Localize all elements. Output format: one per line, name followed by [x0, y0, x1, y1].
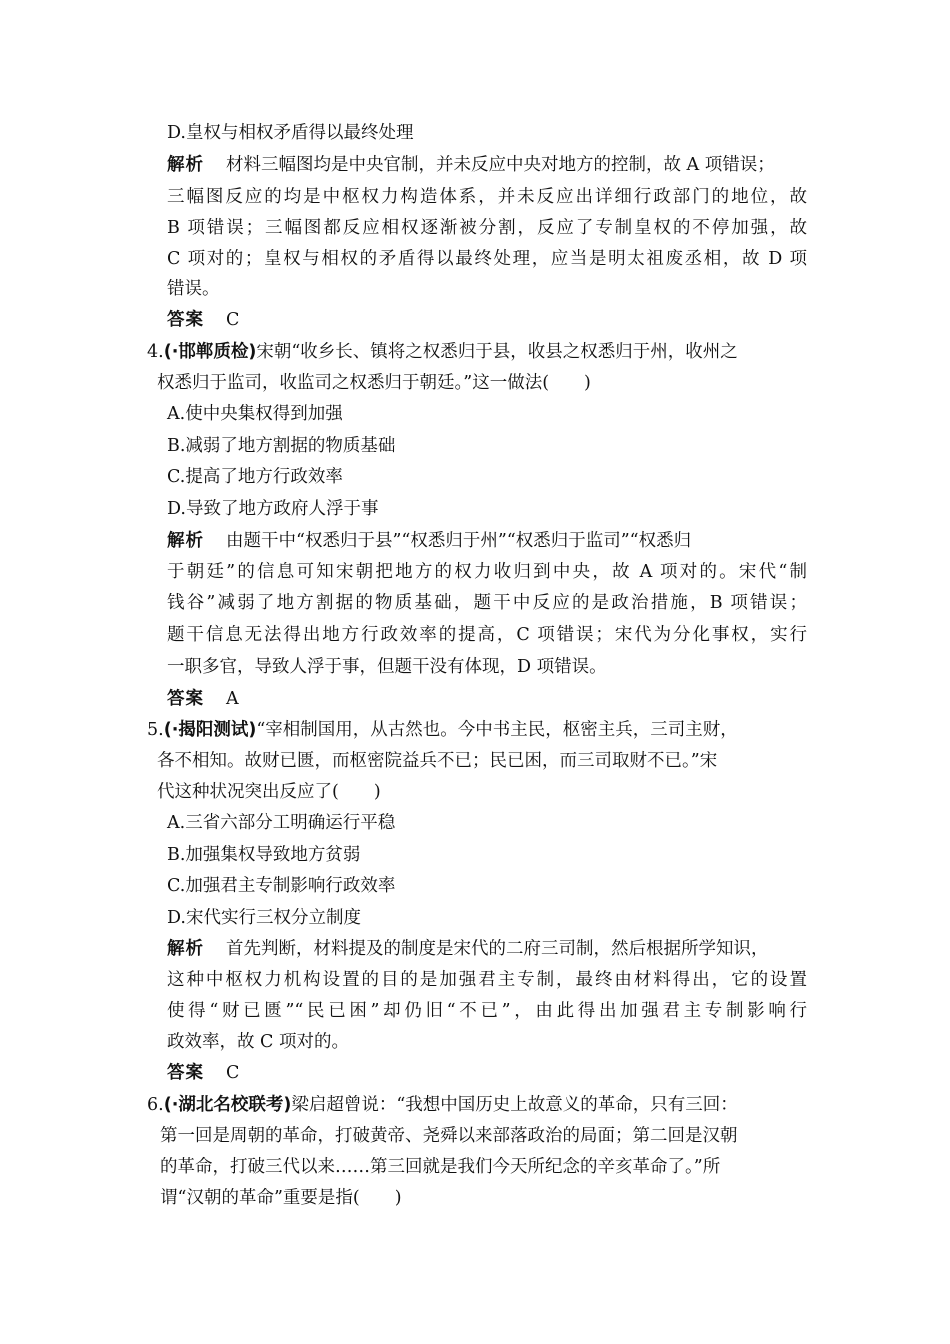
q6-stem-line-3: 的革命，打破三代以来……第三回就是我们今天所纪念的辛亥革命了。”所	[160, 1157, 721, 1177]
q6-stem-line-4: 谓“汉朝的革命”重要是指( )	[160, 1188, 402, 1208]
q5-stem-line-3: 代这种状况突出反应了( )	[157, 782, 381, 802]
q4-analysis-line-1	[167, 526, 691, 556]
q3-analysis-line-4: C 项对的；皇权与相权的矛盾得以最终处理，应当是明太祖废丞相，故 D 项	[167, 249, 807, 269]
q4-option-a: A.使中央集权得到加强	[167, 404, 343, 424]
q5-analysis-line-1	[167, 934, 769, 964]
q4-answer-value: A	[226, 689, 239, 709]
q4-answer-label: 答案	[167, 689, 204, 709]
q5-option-c: C.加强君主专制影响行政效率	[167, 876, 396, 896]
q5-analysis-line-2: 这种中枢权力机构设置的目的是加强君主专制，最终由材料得出，它的设置	[167, 970, 807, 990]
q3-analysis-line-3: B 项错误；三幅图都反应相权逐渐被分割，反应了专制皇权的不停加强，故	[167, 218, 807, 238]
q4-option-b: B.减弱了地方割据的物质基础	[167, 436, 396, 456]
q5-answer-label: 答案	[167, 1063, 204, 1083]
q5-stem-line-2: 各不相知。故财已匮，而枢密院益兵不已；民已困，而三司取财不已。”宋	[157, 751, 718, 771]
q3-answer	[167, 305, 239, 335]
q5-answer	[167, 1058, 239, 1088]
q5-number: 5.	[147, 720, 164, 740]
q3-analysis-line-1	[167, 150, 775, 180]
q3-analysis-line-2: 三幅图反应的均是中枢权力构造体系，并未反应出详细行政部门的地位，故	[167, 187, 807, 207]
q6-number: 6.	[147, 1095, 164, 1115]
q5-option-d: D.宋代实行三权分立制度	[167, 908, 361, 928]
q3-analysis-label: 解析	[167, 155, 204, 175]
q4-source: (·邯郸质检)	[163, 342, 257, 362]
q6-stem-line-2: 第一回是周朝的革命，打破黄帝、尧舜以来部落政治的局面；第二回是汉朝	[160, 1126, 738, 1146]
q3-option-d: D.皇权与相权矛盾得以最终处理	[167, 123, 414, 143]
q5-stem-text-1: “宰相制国用，从古然也。今中书主民，枢密主兵，三司主财，	[256, 720, 738, 740]
q5-analysis-label: 解析	[167, 939, 204, 959]
q3-answer-label: 答案	[167, 310, 204, 330]
q5-option-a: A.三省六部分工明确运行平稳	[167, 813, 396, 833]
q4-stem-line-1	[147, 337, 738, 367]
q5-option-b: B.加强集权导致地方贫弱	[167, 845, 361, 865]
q4-stem-text-1: 宋朝“收乡长、镇将之权悉归于县，收县之权悉归于州，收州之	[256, 342, 738, 362]
q6-stem-text-1: 梁启超曾说：“我想中国历史上故意义的革命，只有三回：	[291, 1095, 738, 1115]
q4-option-c: C.提高了地方行政效率	[167, 467, 343, 487]
q5-analysis-line-4: 政效率，故 C 项对的。	[167, 1032, 350, 1052]
q4-option-d: D.导致了地方政府人浮于事	[167, 499, 379, 519]
q5-analysis-line-3: 使得“财已匮”“民已困”却仍旧“不已”，由此得出加强君主专制影响行	[167, 1001, 807, 1021]
q4-number: 4.	[147, 342, 164, 362]
q6-stem-line-1	[147, 1090, 738, 1120]
q4-analysis-line-4: 题干信息无法得出地方行政效率的提高，C 项错误；宋代为分化事权，实行	[167, 625, 807, 645]
q5-analysis-text-1: 首先判断，材料提及的制度是宋代的二府三司制，然后根据所学知识，	[226, 939, 769, 959]
q4-analysis-line-5: 一职多官，导致人浮于事，但题干没有体现，D 项错误。	[167, 657, 607, 677]
q4-analysis-label: 解析	[167, 531, 204, 551]
q4-stem-line-2: 权悉归于监司，收监司之权悉归于朝廷。”这一做法( )	[157, 373, 591, 393]
q5-answer-value: C	[226, 1063, 240, 1083]
q4-analysis-line-2: 于朝廷”的信息可知宋朝把地方的权力收归到中央，故 A 项对的。宋代“制	[167, 562, 807, 582]
q5-stem-line-1	[147, 715, 738, 745]
q6-source: (·湖北名校联考)	[163, 1095, 292, 1115]
q3-answer-value: C	[226, 310, 240, 330]
q3-analysis-line-5: 错误。	[167, 279, 220, 299]
q4-analysis-line-3: 钱谷”减弱了地方割据的物质基础，题干中反应的是政治措施，B 项错误；	[167, 593, 807, 613]
q4-answer	[167, 684, 239, 714]
q5-source: (·揭阳测试)	[163, 720, 257, 740]
q3-analysis-text-1: 材料三幅图均是中央官制，并未反应中央对地方的控制，故 A 项错误；	[226, 155, 775, 175]
q4-analysis-text-1: 由题干中“权悉归于县”“权悉归于州”“权悉归于监司”“权悉归	[226, 531, 692, 551]
